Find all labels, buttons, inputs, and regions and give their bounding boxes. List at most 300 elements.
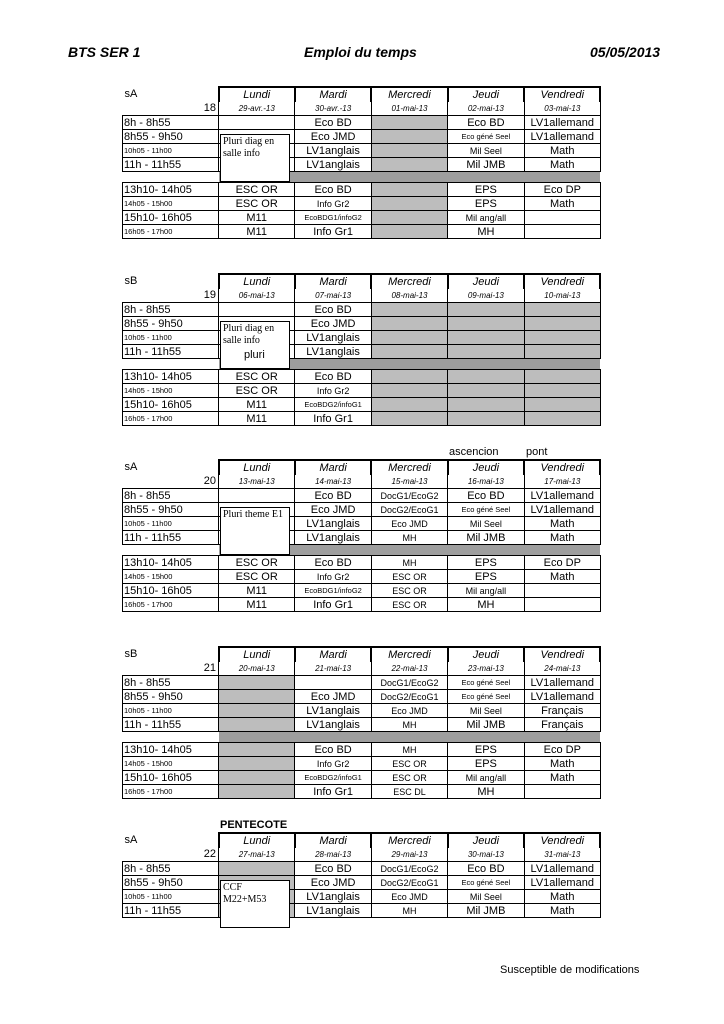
course-cell: LV1allemand (524, 862, 600, 876)
course-cell: Eco JMD (295, 690, 371, 704)
day-date: 27-mai-13 (219, 848, 295, 862)
course-cell: Eco géné Seel (448, 503, 524, 517)
course-cell (371, 130, 447, 144)
day-name: Vendredi (524, 460, 600, 475)
time-slot: 8h - 8h55 (123, 489, 219, 503)
week-number-cell (123, 289, 219, 303)
time-slot: 13h10- 14h05 (123, 370, 219, 384)
course-cell (448, 303, 524, 317)
day-date: 22-mai-13 (371, 662, 447, 676)
course-cell: Math (524, 757, 600, 771)
page-title: Emploi du temps (304, 44, 417, 60)
course-cell: EcoBDG1/infoG2 (295, 584, 371, 598)
break-cell (371, 359, 447, 370)
course-cell: ESC DL (371, 785, 447, 799)
day-name: Jeudi (448, 460, 524, 475)
course-cell: Math (524, 904, 600, 918)
course-cell: Eco JMD (295, 876, 371, 890)
day-date: 01-mai-13 (371, 102, 447, 116)
day-name: Jeudi (448, 647, 524, 662)
course-cell: EPS (448, 556, 524, 570)
course-cell: MH (371, 718, 447, 732)
day-date: 15-mai-13 (371, 475, 447, 489)
pluri-note: Pluri diag en salle info (220, 321, 290, 369)
day-date: 13-mai-13 (219, 475, 295, 489)
course-cell: DocG1/EcoG2 (371, 489, 447, 503)
course-cell (219, 757, 295, 771)
course-cell: DocG1/EcoG2 (371, 862, 447, 876)
course-cell: EcoBDG2/infoG1 (295, 398, 371, 412)
day-name: Vendredi (524, 274, 600, 289)
course-cell: Mil Seel (448, 517, 524, 531)
course-cell (295, 676, 371, 690)
group-cell (123, 460, 219, 475)
time-slot: 8h - 8h55 (123, 676, 219, 690)
course-cell (371, 398, 447, 412)
day-date: 20-mai-13 (219, 662, 295, 676)
day-name: Mercredi (371, 460, 447, 475)
time-slot-row (123, 676, 601, 690)
course-cell (371, 345, 447, 359)
group-label: sA (124, 834, 138, 846)
break-cell (371, 172, 447, 183)
day-name: Jeudi (448, 87, 524, 102)
day-date: 30-avr.-13 (295, 102, 371, 116)
time-slot: 16h05 - 17h00 (123, 598, 219, 612)
course-cell: Eco BD (295, 116, 371, 130)
day-date: 10-mai-13 (524, 289, 600, 303)
course-cell: Eco BD (448, 116, 524, 130)
course-cell: ESC OR (219, 556, 295, 570)
pluri-note: Pluri diag en salle info (220, 134, 290, 182)
date-header-row (123, 662, 601, 676)
course-cell: M11 (219, 584, 295, 598)
course-cell: MH (371, 743, 447, 757)
course-cell: M11 (219, 412, 295, 426)
group-cell (123, 647, 219, 662)
course-cell: Info Gr2 (295, 384, 371, 398)
break-cell (448, 732, 524, 743)
break-cell (295, 172, 371, 183)
week-schedule (122, 832, 600, 918)
break-cell (448, 172, 524, 183)
break-cell (524, 732, 600, 743)
break-cell (448, 545, 524, 556)
time-slot-row (123, 503, 601, 517)
course-cell (524, 598, 600, 612)
course-cell: Eco BD (295, 862, 371, 876)
course-cell: M11 (219, 398, 295, 412)
time-slot: 13h10- 14h05 (123, 556, 219, 570)
course-cell: Eco JMD (371, 704, 447, 718)
course-cell: Math (524, 531, 600, 545)
course-cell (524, 398, 600, 412)
course-cell (448, 331, 524, 345)
schedule-table (122, 273, 601, 426)
course-cell (371, 183, 447, 197)
course-cell: M11 (219, 225, 295, 239)
time-slot: 8h - 8h55 (123, 116, 219, 130)
course-cell: Eco JMD (295, 130, 371, 144)
time-slot: 11h - 11h55 (123, 718, 219, 732)
time-slot: 8h55 - 9h50 (123, 876, 219, 890)
date-header-row (123, 289, 601, 303)
day-date: 23-mai-13 (448, 662, 524, 676)
course-cell (524, 370, 600, 384)
course-cell: ESC OR (219, 183, 295, 197)
day-name: Vendredi (524, 87, 600, 102)
schedule-table (122, 459, 601, 612)
course-cell: Eco géné Seel (448, 690, 524, 704)
week-number: 20 (203, 475, 216, 487)
course-cell: LV1anglais (295, 531, 371, 545)
course-cell: LV1anglais (295, 144, 371, 158)
course-cell: ESC OR (219, 570, 295, 584)
course-cell: DocG2/EcoG1 (371, 503, 447, 517)
break-cell (371, 545, 447, 556)
time-slot: 15h10- 16h05 (123, 398, 219, 412)
time-slot-row (123, 412, 601, 426)
day-name: Jeudi (448, 833, 524, 848)
course-cell (371, 225, 447, 239)
course-cell: Eco géné Seel (448, 676, 524, 690)
day-date: 30-mai-13 (448, 848, 524, 862)
course-cell: LV1anglais (295, 158, 371, 172)
day-date: 07-mai-13 (295, 289, 371, 303)
break-cell (123, 732, 219, 743)
time-slot: 15h10- 16h05 (123, 771, 219, 785)
course-cell: Math (524, 570, 600, 584)
time-slot: 11h - 11h55 (123, 158, 219, 172)
course-cell: MH (448, 785, 524, 799)
course-cell (371, 144, 447, 158)
week-schedule (122, 646, 600, 831)
course-cell: Math (524, 771, 600, 785)
week-number-cell (123, 662, 219, 676)
course-cell: Mil JMB (448, 531, 524, 545)
time-slot-row (123, 718, 601, 732)
time-slot-row (123, 303, 601, 317)
week-number-cell (123, 102, 219, 116)
day-date: 17-mai-13 (524, 475, 600, 489)
time-slot: 16h05 - 17h00 (123, 785, 219, 799)
course-cell: Mil JMB (448, 904, 524, 918)
course-cell (219, 303, 295, 317)
day-header-row (123, 460, 601, 475)
time-slot: 8h55 - 9h50 (123, 503, 219, 517)
course-cell (524, 584, 600, 598)
week-schedule (122, 86, 600, 239)
day-date: 06-mai-13 (219, 289, 295, 303)
time-slot: 16h05 - 17h00 (123, 225, 219, 239)
course-cell: LV1allemand (524, 876, 600, 890)
time-slot-row (123, 158, 601, 172)
course-cell (524, 303, 600, 317)
day-name: Lundi (219, 87, 295, 102)
course-cell (524, 345, 600, 359)
course-cell: Français (524, 704, 600, 718)
course-cell (448, 384, 524, 398)
time-slot-row (123, 317, 601, 331)
course-cell: DocG2/EcoG1 (371, 690, 447, 704)
lunch-break-row (123, 172, 601, 183)
time-slot: 8h - 8h55 (123, 862, 219, 876)
week-number: 18 (203, 102, 216, 114)
course-cell (219, 718, 295, 732)
day-name: Lundi (219, 647, 295, 662)
course-cell (448, 317, 524, 331)
time-slot-row (123, 556, 601, 570)
time-slot: 8h55 - 9h50 (123, 690, 219, 704)
course-cell (448, 370, 524, 384)
time-slot: 16h05 - 17h00 (123, 412, 219, 426)
time-slot: 14h05 - 15h00 (123, 757, 219, 771)
break-cell (524, 172, 600, 183)
course-cell (219, 704, 295, 718)
course-cell: EPS (448, 570, 524, 584)
time-slot-row (123, 331, 601, 345)
time-slot: 11h - 11h55 (123, 345, 219, 359)
course-cell (219, 771, 295, 785)
week-number: 21 (203, 662, 216, 674)
course-cell (524, 225, 600, 239)
lunch-break-row (123, 359, 601, 370)
course-cell: EPS (448, 183, 524, 197)
course-cell: LV1anglais (295, 345, 371, 359)
course-cell (371, 317, 447, 331)
course-cell (219, 743, 295, 757)
course-cell: Eco JMD (371, 517, 447, 531)
time-slot-row (123, 225, 601, 239)
time-slot-row (123, 489, 601, 503)
course-cell: Eco BD (295, 743, 371, 757)
course-cell: ESC OR (371, 757, 447, 771)
course-cell: Eco BD (295, 489, 371, 503)
time-slot-row (123, 743, 601, 757)
course-cell (448, 412, 524, 426)
time-slot: 13h10- 14h05 (123, 183, 219, 197)
time-slot: 13h10- 14h05 (123, 743, 219, 757)
time-slot: 15h10- 16h05 (123, 211, 219, 225)
time-slot-row (123, 345, 601, 359)
course-cell: ESC OR (219, 197, 295, 211)
day-date: 08-mai-13 (371, 289, 447, 303)
course-cell: Eco géné Seel (448, 130, 524, 144)
break-cell (371, 732, 447, 743)
course-cell: LV1allemand (524, 503, 600, 517)
day-name: Lundi (219, 274, 295, 289)
course-cell (371, 197, 447, 211)
course-cell (371, 116, 447, 130)
course-cell (371, 370, 447, 384)
time-slot-row (123, 384, 601, 398)
day-name: Mardi (295, 460, 371, 475)
schedule-table (122, 86, 601, 239)
course-cell (371, 331, 447, 345)
course-cell: LV1allemand (524, 130, 600, 144)
course-cell: ESC OR (371, 570, 447, 584)
course-cell: MH (371, 556, 447, 570)
lunch-break-row (123, 545, 601, 556)
break-cell (123, 172, 219, 183)
time-slot-row (123, 598, 601, 612)
course-cell: MH (371, 904, 447, 918)
course-cell: LV1anglais (295, 904, 371, 918)
course-cell: Info Gr1 (295, 225, 371, 239)
day-header-row (123, 274, 601, 289)
time-slot-row (123, 144, 601, 158)
course-cell: LV1allemand (524, 489, 600, 503)
course-cell (219, 489, 295, 503)
time-slot: 10h05 - 11h00 (123, 704, 219, 718)
course-cell: LV1allemand (524, 690, 600, 704)
time-slot: 14h05 - 15h00 (123, 570, 219, 584)
course-cell: DocG2/EcoG1 (371, 876, 447, 890)
group-label: sB (124, 275, 138, 287)
schedule-annotation: PENTECOTE (220, 819, 288, 831)
group-label: sA (124, 461, 138, 473)
day-name: Mercredi (371, 87, 447, 102)
course-cell (371, 158, 447, 172)
course-cell (371, 303, 447, 317)
day-date: 14-mai-13 (295, 475, 371, 489)
course-cell: Mil ang/all (448, 211, 524, 225)
break-cell (295, 359, 371, 370)
lunch-break-row (123, 732, 601, 743)
day-date: 29-avr.-13 (219, 102, 295, 116)
day-date: 21-mai-13 (295, 662, 371, 676)
course-cell: LV1anglais (295, 517, 371, 531)
course-cell: Info Gr1 (295, 598, 371, 612)
course-cell (219, 116, 295, 130)
course-cell: LV1anglais (295, 704, 371, 718)
time-slot-row (123, 370, 601, 384)
break-cell (448, 359, 524, 370)
note-extra: pluri (244, 349, 265, 361)
time-slot-row (123, 785, 601, 799)
course-cell: EPS (448, 757, 524, 771)
course-cell: Info Gr1 (295, 412, 371, 426)
day-header-row (123, 647, 601, 662)
course-cell: EPS (448, 743, 524, 757)
time-slot-row (123, 517, 601, 531)
course-cell (524, 412, 600, 426)
time-slot: 10h05 - 11h00 (123, 517, 219, 531)
time-slot: 14h05 - 15h00 (123, 197, 219, 211)
day-name: Mercredi (371, 833, 447, 848)
course-cell: EPS (448, 197, 524, 211)
course-cell: MH (371, 531, 447, 545)
day-date: 29-mai-13 (371, 848, 447, 862)
time-slot-row (123, 890, 601, 904)
time-slot: 8h - 8h55 (123, 303, 219, 317)
time-slot: 8h55 - 9h50 (123, 130, 219, 144)
time-slot-row (123, 531, 601, 545)
time-slot-row (123, 862, 601, 876)
time-slot-row (123, 771, 601, 785)
pluri-note: Pluri theme E1 (220, 507, 290, 555)
week-number-cell (123, 475, 219, 489)
time-slot: 14h05 - 15h00 (123, 384, 219, 398)
course-cell: Eco DP (524, 183, 600, 197)
course-cell (448, 345, 524, 359)
group-label: sA (124, 88, 138, 100)
week-number: 19 (203, 289, 216, 301)
course-cell: Mil ang/all (448, 584, 524, 598)
course-cell (219, 690, 295, 704)
course-cell (219, 862, 295, 876)
course-cell: Eco BD (295, 370, 371, 384)
time-slot-row (123, 211, 601, 225)
course-cell: Eco BD (448, 489, 524, 503)
time-slot-row (123, 570, 601, 584)
course-cell (524, 317, 600, 331)
course-cell: LV1anglais (295, 890, 371, 904)
break-cell (295, 732, 371, 743)
day-name: Mardi (295, 274, 371, 289)
course-cell: LV1allemand (524, 676, 600, 690)
time-slot: 11h - 11h55 (123, 531, 219, 545)
break-cell (524, 359, 600, 370)
course-cell: Eco DP (524, 743, 600, 757)
day-name: Mardi (295, 833, 371, 848)
time-slot-row (123, 904, 601, 918)
course-cell (371, 412, 447, 426)
footer-note: Susceptible de modifications (500, 964, 640, 976)
course-cell: Info Gr2 (295, 570, 371, 584)
day-name: Mercredi (371, 274, 447, 289)
time-slot-row (123, 704, 601, 718)
day-date: 31-mai-13 (524, 848, 600, 862)
course-cell: Eco DP (524, 556, 600, 570)
course-cell: Eco BD (295, 303, 371, 317)
day-name: Lundi (219, 460, 295, 475)
day-name: Vendredi (524, 833, 600, 848)
course-cell: Math (524, 517, 600, 531)
day-date: 03-mai-13 (524, 102, 600, 116)
course-cell (524, 211, 600, 225)
schedule-annotation: ascencion (449, 446, 499, 458)
group-label: sB (124, 648, 138, 660)
course-cell: LV1allemand (524, 116, 600, 130)
course-cell: Math (524, 890, 600, 904)
course-cell: Eco JMD (295, 503, 371, 517)
break-cell (123, 545, 219, 556)
course-cell: ESC OR (371, 584, 447, 598)
course-cell: Eco JMD (371, 890, 447, 904)
day-date: 16-mai-13 (448, 475, 524, 489)
day-name: Mardi (295, 647, 371, 662)
schedule-table (122, 646, 601, 799)
course-cell: Eco BD (295, 556, 371, 570)
course-cell (524, 384, 600, 398)
week-number-cell (123, 848, 219, 862)
course-cell: MH (448, 598, 524, 612)
course-cell: M11 (219, 211, 295, 225)
course-cell (371, 211, 447, 225)
time-slot-row (123, 757, 601, 771)
course-cell: Eco JMD (295, 317, 371, 331)
course-cell: EcoBDG1/infoG2 (295, 211, 371, 225)
day-header-row (123, 833, 601, 848)
course-cell: Mil JMB (448, 158, 524, 172)
course-cell: LV1anglais (295, 331, 371, 345)
course-cell: ESC OR (219, 370, 295, 384)
course-cell: Eco BD (448, 862, 524, 876)
time-slot: 10h05 - 11h00 (123, 890, 219, 904)
course-cell (524, 331, 600, 345)
week-schedule (122, 273, 600, 458)
